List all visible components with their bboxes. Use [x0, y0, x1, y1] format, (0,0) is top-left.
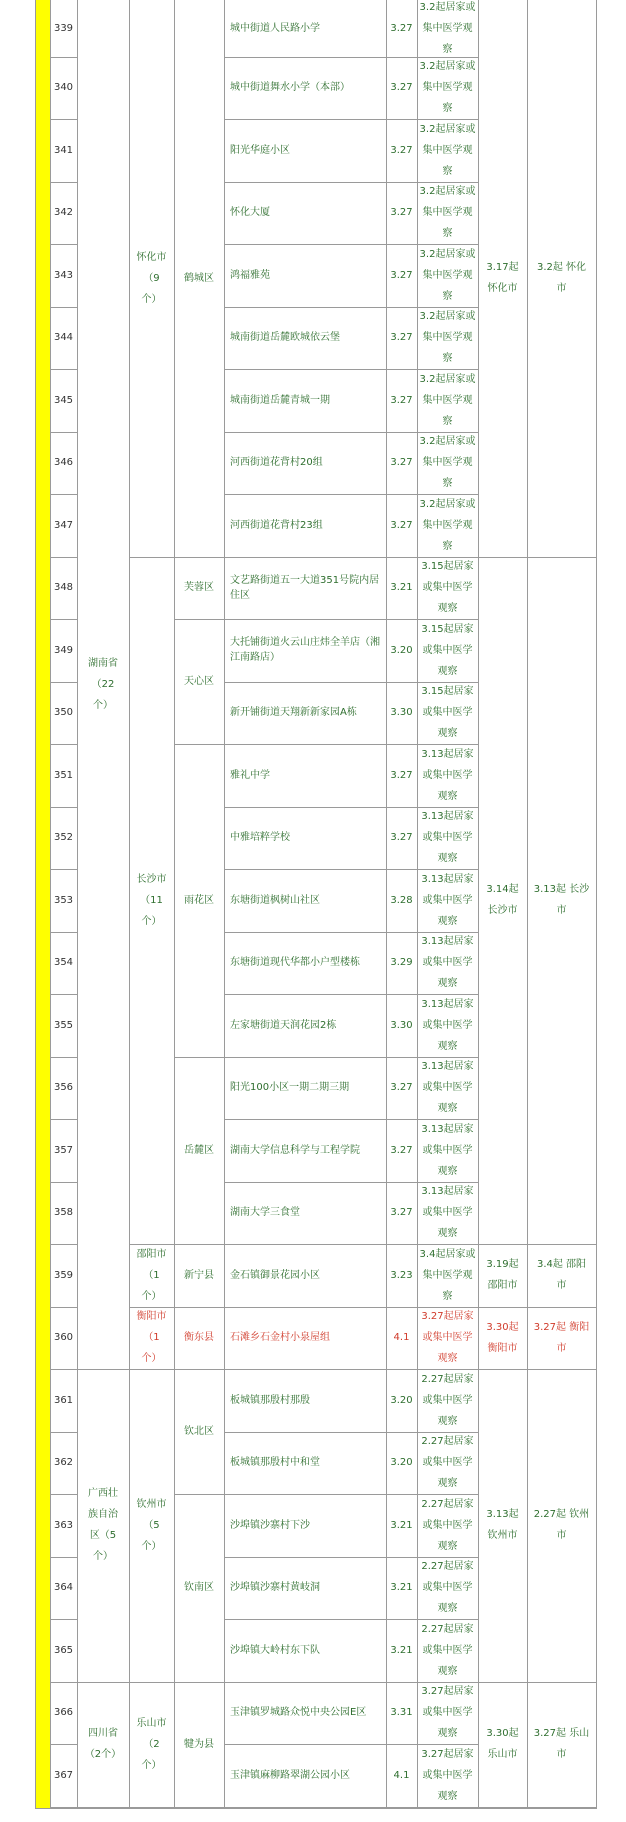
risk-area-start: 3.13起 钦州市	[486, 1509, 519, 1542]
observation-status: 3.13起居家 或集中医学 观察	[421, 936, 474, 990]
report-date: 3.27	[390, 519, 413, 531]
observation-status: 3.2起居家或 集中医学观 察	[419, 61, 476, 115]
place-name: 湖南大学信息科学与工程学院	[230, 1144, 360, 1156]
grid-line-v	[386, 0, 387, 1808]
city-name: 邵阳市 （1 个）	[136, 1248, 167, 1302]
report-date: 3.27	[390, 22, 413, 34]
place-name: 阳光华庭小区	[230, 144, 290, 156]
observation-status: 2.27起居家 或集中医学 观察	[421, 1373, 474, 1427]
row-number: 354	[53, 957, 74, 969]
report-date: 3.30	[390, 707, 413, 719]
row-number: 351	[53, 769, 74, 781]
grid-line-v	[478, 0, 479, 1808]
row-number: 359	[53, 1269, 74, 1281]
place-name: 石滩乡石金村小泉屋组	[230, 1332, 330, 1344]
place-name: 东塘街道现代华都小户型楼栋	[230, 957, 360, 969]
place-name: 怀化大厦	[230, 207, 270, 219]
report-date: 3.20	[390, 644, 413, 656]
risk-area-end: 2.27起 钦州 市	[533, 1509, 590, 1542]
observation-status: 3.15起居家 或集中医学 观察	[421, 623, 474, 677]
risk-area-start: 3.17起 怀化市	[486, 262, 519, 295]
place-name: 城中街道人民路小学	[230, 22, 320, 34]
report-date: 3.27	[390, 144, 413, 156]
observation-status: 3.13起居家 或集中医学 观察	[421, 1061, 474, 1115]
district-name: 天心区	[184, 676, 214, 687]
province-name: 广西壮 族自治 区（5 个）	[88, 1488, 118, 1563]
report-date: 3.27	[390, 82, 413, 94]
row-number: 363	[53, 1519, 74, 1531]
risk-area-start: 3.30起 衡阳市	[486, 1321, 519, 1354]
row-number: 361	[53, 1394, 74, 1406]
place-name: 大托铺街道火云山庄炜全羊店（湘 江南路店）	[230, 637, 380, 664]
report-date: 3.21	[390, 1519, 413, 1531]
district-name: 鹤城区	[184, 272, 214, 284]
row-number: 348	[53, 582, 74, 594]
place-name: 城中街道舞水小学（本部）	[230, 82, 350, 94]
city-name: 长沙市 （11 个）	[136, 873, 167, 927]
risk-area-end: 3.27起 衡阳 市	[533, 1321, 590, 1354]
place-name: 板城镇那殷村中和堂	[230, 1457, 320, 1469]
observation-status: 3.27起居家 或集中医学 观察	[421, 1748, 474, 1802]
row-number: 365	[53, 1644, 74, 1656]
place-name: 金石镇御景花园小区	[230, 1269, 320, 1281]
report-date: 3.27	[390, 1082, 413, 1094]
grid-line-h	[35, 1808, 597, 1809]
place-name: 沙埠镇大岭村东下队	[230, 1644, 320, 1656]
row-number: 347	[53, 519, 74, 531]
row-number: 341	[53, 144, 74, 156]
report-date: 3.21	[390, 582, 413, 594]
risk-area-end: 3.27起 乐山 市	[533, 1728, 590, 1760]
place-name: 中雅培粹学校	[230, 832, 290, 844]
highlight-bar	[35, 0, 50, 1808]
observation-status: 2.27起居家 或集中医学 观察	[421, 1561, 474, 1615]
observation-status: 3.13起居家 或集中医学 观察	[421, 748, 474, 802]
observation-status: 3.13起居家 或集中医学 观察	[421, 998, 474, 1052]
report-date: 4.1	[393, 1332, 410, 1344]
row-number: 367	[53, 1769, 74, 1781]
observation-status: 2.27起居家 或集中医学 观察	[421, 1436, 474, 1490]
observation-status: 3.4起居家或 集中医学观 察	[419, 1248, 476, 1302]
place-name: 城南街道岳麓欧城依云堡	[230, 332, 340, 344]
report-date: 3.27	[390, 269, 413, 281]
report-date: 3.20	[390, 1457, 413, 1469]
report-date: 3.27	[390, 1144, 413, 1156]
row-number: 352	[53, 832, 74, 844]
observation-status: 3.13起居家 或集中医学 观察	[421, 873, 474, 927]
row-number: 364	[53, 1582, 74, 1594]
place-name: 东塘街道枫树山社区	[230, 894, 320, 906]
grid-line-v	[77, 0, 78, 1808]
grid-line-v	[596, 0, 597, 1808]
row-number: 360	[53, 1332, 74, 1344]
observation-status: 3.27起居家 或集中医学 观察	[421, 1311, 474, 1365]
report-date: 3.21	[390, 1582, 413, 1594]
city-name: 乐山市 （2 个）	[136, 1717, 167, 1771]
report-date: 3.30	[390, 1019, 413, 1031]
place-name: 鸿福雅苑	[230, 269, 270, 281]
row-number: 355	[53, 1019, 74, 1031]
report-date: 3.27	[390, 832, 413, 844]
province-name: 四川省 （2个）	[84, 1728, 122, 1760]
observation-status: 3.2起居家或 集中医学观 察	[419, 1, 476, 55]
report-date: 3.29	[390, 957, 413, 969]
report-date: 3.27	[390, 332, 413, 344]
observation-status: 3.27起居家 或集中医学 观察	[421, 1686, 474, 1740]
row-number: 366	[53, 1707, 74, 1719]
observation-status: 3.2起居家或 集中医学观 察	[419, 123, 476, 177]
observation-status: 3.2起居家或 集中医学观 察	[419, 248, 476, 302]
observation-status: 3.13起居家 或集中医学 观察	[421, 811, 474, 865]
grid-line-v	[50, 0, 51, 1808]
report-date: 3.27	[390, 394, 413, 406]
observation-status: 3.13起居家 或集中医学 观察	[421, 1123, 474, 1177]
row-number: 356	[53, 1082, 74, 1094]
row-number: 353	[53, 894, 74, 906]
row-number: 357	[53, 1144, 74, 1156]
report-date: 3.27	[390, 207, 413, 219]
district-name: 雨花区	[184, 894, 214, 906]
city-name: 钦州市 （5 个）	[136, 1498, 167, 1552]
place-name: 城南街道岳麓青城一期	[230, 394, 330, 406]
row-number: 342	[53, 207, 74, 219]
grid-line-v	[224, 0, 225, 1808]
observation-status: 3.2起居家或 集中医学观 察	[419, 436, 476, 490]
report-date: 3.21	[390, 1644, 413, 1656]
row-number: 362	[53, 1457, 74, 1469]
report-date: 3.28	[390, 894, 413, 906]
row-number: 343	[53, 269, 74, 281]
row-number: 350	[53, 707, 74, 719]
row-number: 358	[53, 1207, 74, 1219]
place-name: 河西街道花背村23组	[230, 519, 323, 531]
row-number: 346	[53, 457, 74, 469]
district-name: 芙蓉区	[184, 582, 214, 594]
city-name: 衡阳市 （1 个）	[136, 1311, 167, 1365]
place-name: 河西街道花背村20组	[230, 457, 323, 469]
row-number: 345	[53, 394, 74, 406]
grid-line-v	[174, 0, 175, 1808]
district-name: 衡东县	[184, 1332, 214, 1344]
risk-area-end: 3.13起 长沙 市	[533, 884, 590, 917]
risk-area-start: 3.14起 长沙市	[486, 884, 519, 917]
place-name: 沙埠镇沙寨村黄岐洞	[230, 1582, 320, 1594]
place-name: 阳光100小区一期二期三期	[230, 1082, 350, 1094]
observation-status: 2.27起居家 或集中医学 观察	[421, 1623, 474, 1677]
observation-status: 3.2起居家或 集中医学观 察	[419, 186, 476, 240]
report-date: 3.31	[390, 1707, 413, 1719]
risk-area-end: 3.2起 怀化 市	[536, 262, 587, 295]
observation-status: 3.15起居家 或集中医学 观察	[421, 561, 474, 615]
district-name: 钦北区	[184, 1426, 214, 1437]
district-name: 岳麓区	[184, 1144, 214, 1156]
grid-line-v	[35, 0, 36, 1808]
place-name: 沙埠镇沙寨村下沙	[230, 1519, 310, 1531]
report-date: 3.27	[390, 769, 413, 781]
place-name: 雅礼中学	[230, 769, 270, 781]
risk-area-end: 3.4起 邵阳 市	[536, 1259, 587, 1292]
observation-status: 3.15起居家 或集中医学 观察	[421, 686, 474, 740]
city-name: 怀化市 （9 个）	[136, 251, 167, 305]
observation-status: 3.2起居家或 集中医学观 察	[419, 498, 476, 552]
risk-area-start: 3.30起 乐山市	[486, 1728, 519, 1760]
row-number: 339	[53, 22, 74, 34]
place-name: 新开铺街道天翔新新家园A栋	[230, 707, 357, 719]
place-name: 左家塘街道天润花园2栋	[230, 1019, 337, 1031]
place-name: 板城镇那殷村那殷	[230, 1394, 310, 1406]
report-date: 3.23	[390, 1269, 413, 1281]
row-number: 340	[53, 82, 74, 94]
place-name: 文艺路街道五一大道351号院内居 住区	[230, 574, 380, 601]
observation-status: 3.13起居家 或集中医学 观察	[421, 1186, 474, 1240]
report-date: 3.27	[390, 457, 413, 469]
grid-line-v	[417, 0, 418, 1808]
observation-status: 3.2起居家或 集中医学观 察	[419, 311, 476, 365]
place-name: 玉津镇罗城路众悦中央公园E区	[230, 1707, 367, 1719]
district-name: 犍为县	[184, 1738, 214, 1750]
observation-status: 2.27起居家 或集中医学 观察	[421, 1498, 474, 1552]
place-name: 玉津镇麻柳路翠湖公园小区	[230, 1769, 350, 1781]
report-date: 3.20	[390, 1394, 413, 1406]
observation-status: 3.2起居家或 集中医学观 察	[419, 373, 476, 427]
district-name: 钦南区	[184, 1582, 214, 1594]
report-date: 4.1	[393, 1769, 410, 1781]
province-name: 湖南省 （22 个）	[88, 658, 118, 711]
row-number: 344	[53, 332, 74, 344]
risk-area-start: 3.19起 邵阳市	[486, 1259, 519, 1292]
place-name: 湖南大学三食堂	[230, 1207, 300, 1219]
district-name: 新宁县	[184, 1269, 214, 1281]
grid-line-v	[129, 0, 130, 1808]
row-number: 349	[53, 644, 74, 656]
report-date: 3.27	[390, 1207, 413, 1219]
grid-line-v	[527, 0, 528, 1808]
